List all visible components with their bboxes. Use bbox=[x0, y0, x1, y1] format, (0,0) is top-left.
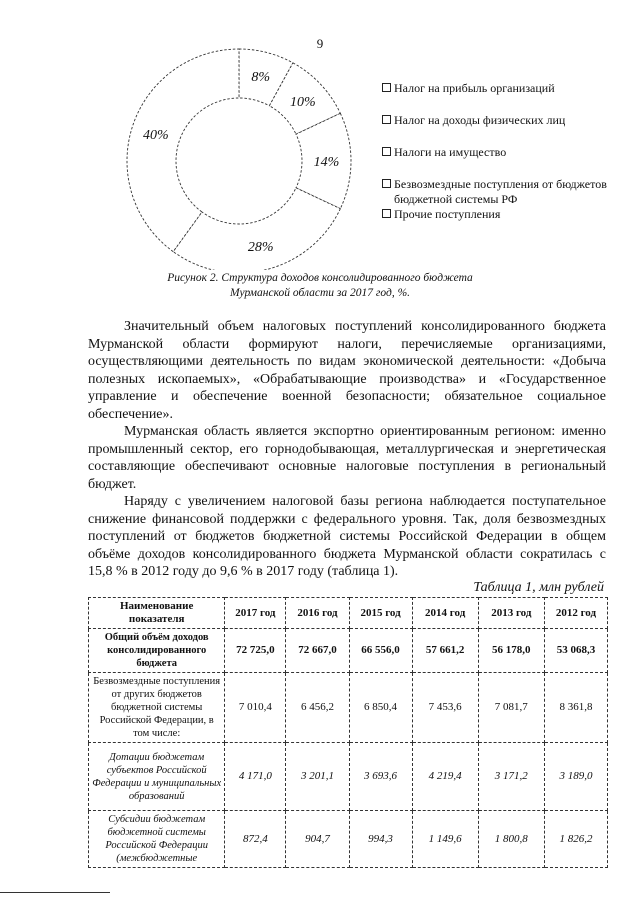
cell: 6 850,4 bbox=[349, 673, 412, 743]
figure-caption bbox=[0, 271, 640, 301]
cell: 7 453,6 bbox=[412, 673, 478, 743]
cell: 72 725,0 bbox=[225, 629, 286, 673]
legend-item-profit-tax bbox=[382, 81, 555, 96]
legend-label: Налоги на имущество bbox=[394, 145, 507, 159]
legend-item-property-tax bbox=[382, 145, 506, 160]
legend-swatch-icon bbox=[382, 179, 391, 188]
cell: 72 667,0 bbox=[286, 629, 349, 673]
cell: 6 456,2 bbox=[286, 673, 349, 743]
legend-swatch-icon bbox=[382, 83, 391, 92]
paragraph-1 bbox=[88, 318, 606, 423]
footer-rule bbox=[0, 892, 110, 893]
caption-line-1: Рисунок 2. Структура доходов консолидированного бюджета bbox=[167, 272, 473, 284]
donut-chart bbox=[0, 0, 380, 270]
cell: 4 219,4 bbox=[412, 743, 478, 811]
cell: 904,7 bbox=[286, 811, 349, 868]
legend-label-cont: бюджетной системы РФ bbox=[394, 192, 518, 206]
page-number: 9 bbox=[316, 36, 324, 51]
cell: 872,4 bbox=[225, 811, 286, 868]
slice-label-4: 40% bbox=[142, 127, 169, 143]
cell: 3 189,0 bbox=[544, 743, 607, 811]
paragraph-3 bbox=[88, 493, 606, 581]
legend-swatch-icon bbox=[382, 115, 391, 124]
header-2015: 2015 год bbox=[349, 598, 412, 629]
cell: 1 800,8 bbox=[478, 811, 544, 868]
cell: 3 201,1 bbox=[286, 743, 349, 811]
header-2012: 2012 год bbox=[544, 598, 607, 629]
table-title: Таблица 1, млн рублей bbox=[473, 580, 604, 595]
donut-slice-3 bbox=[173, 188, 340, 270]
cell: 56 178,0 bbox=[478, 629, 544, 673]
table-row bbox=[89, 629, 608, 673]
cell: 994,3 bbox=[349, 811, 412, 868]
row-name: Дотации бюджетам субъектов Российской Федерации и муниципальных образований bbox=[89, 743, 225, 811]
cell: 53 068,3 bbox=[544, 629, 607, 673]
header-2013: 2013 год bbox=[478, 598, 544, 629]
revenue-table bbox=[88, 597, 608, 868]
legend-item-other bbox=[382, 207, 500, 222]
cell: 66 556,0 bbox=[349, 629, 412, 673]
legend-label: Безвозмездные поступления от бюджетов bbox=[394, 177, 607, 191]
cell: 4 171,0 bbox=[225, 743, 286, 811]
row-name: Безвозмездные поступления от других бюджетов бюджетной системы Российской Федерации, в том числе: bbox=[89, 673, 225, 743]
legend-label: Прочие поступления bbox=[394, 207, 501, 221]
paragraph-2-text: Мурманская область является экспортно ориентированным регионом: именно промышленный сектор, его горнодобывающая, металлургическая и энергетическая составляющие обеспечивают основные налоговые поступления в региональный бюджет. bbox=[88, 424, 606, 492]
legend-swatch-icon bbox=[382, 147, 391, 156]
legend-item-income-tax bbox=[382, 113, 565, 128]
paragraph-3-text: Наряду с увеличением налоговой базы региона наблюдается поступательное снижение финансовой поддержки с федерального уровня. Так, доля безвозмездных поступлений от бюджетов бюджетной системы Российской Федерации в общем объёме доходов консолидированного бюджета Мурманской области сократилась с 15,8 % в 2012 году до 9,6 % в 2017 году (таблица 1). bbox=[88, 494, 606, 579]
legend-swatch-icon bbox=[382, 209, 391, 218]
cell: 7 010,4 bbox=[225, 673, 286, 743]
caption-line-2: Мурманской области за 2017 год, %. bbox=[229, 287, 411, 299]
slice-label-2: 14% bbox=[313, 155, 340, 170]
cell: 57 661,2 bbox=[412, 629, 478, 673]
cell: 1 149,6 bbox=[412, 811, 478, 868]
cell: 3 171,2 bbox=[478, 743, 544, 811]
table-header-row bbox=[89, 598, 608, 629]
slice-label-3: 28% bbox=[247, 239, 274, 255]
cell: 1 826,2 bbox=[544, 811, 607, 868]
slice-label-1: 10% bbox=[289, 95, 316, 111]
header-name: Наименование показателя bbox=[89, 598, 225, 629]
paragraph-2 bbox=[88, 423, 606, 493]
row-name: Общий объём доходов консолидированного бюджета bbox=[89, 629, 225, 673]
header-2014: 2014 год bbox=[412, 598, 478, 629]
legend-item-transfers bbox=[382, 177, 607, 207]
row-name: Субсидии бюджетам бюджетной системы Российской Федерации (межбюджетные bbox=[89, 811, 225, 868]
table-row bbox=[89, 743, 608, 811]
header-2017: 2017 год bbox=[225, 598, 286, 629]
cell: 7 081,7 bbox=[478, 673, 544, 743]
cell: 3 693,6 bbox=[349, 743, 412, 811]
cell: 8 361,8 bbox=[544, 673, 607, 743]
legend-label: Налог на прибыль организаций bbox=[394, 81, 555, 95]
donut-slice-4 bbox=[127, 49, 239, 252]
legend-label: Налог на доходы физических лиц bbox=[394, 113, 566, 127]
slice-label-0: 8% bbox=[251, 70, 271, 86]
paragraph-1-text: Значительный объем налоговых поступлений консолидированного бюджета Мурманской области формируют налоги, перечисляемые организациями, осуществляющими деятельность по видам экономической деятельности: «Добыча полезных ископаемых», «Обрабатывающие производства» и «Государственное управление и обеспечение военной безопасности; обязательное социальное обеспечение». bbox=[88, 319, 606, 422]
table-row bbox=[89, 811, 608, 868]
table-row bbox=[89, 673, 608, 743]
header-2016: 2016 год bbox=[286, 598, 349, 629]
